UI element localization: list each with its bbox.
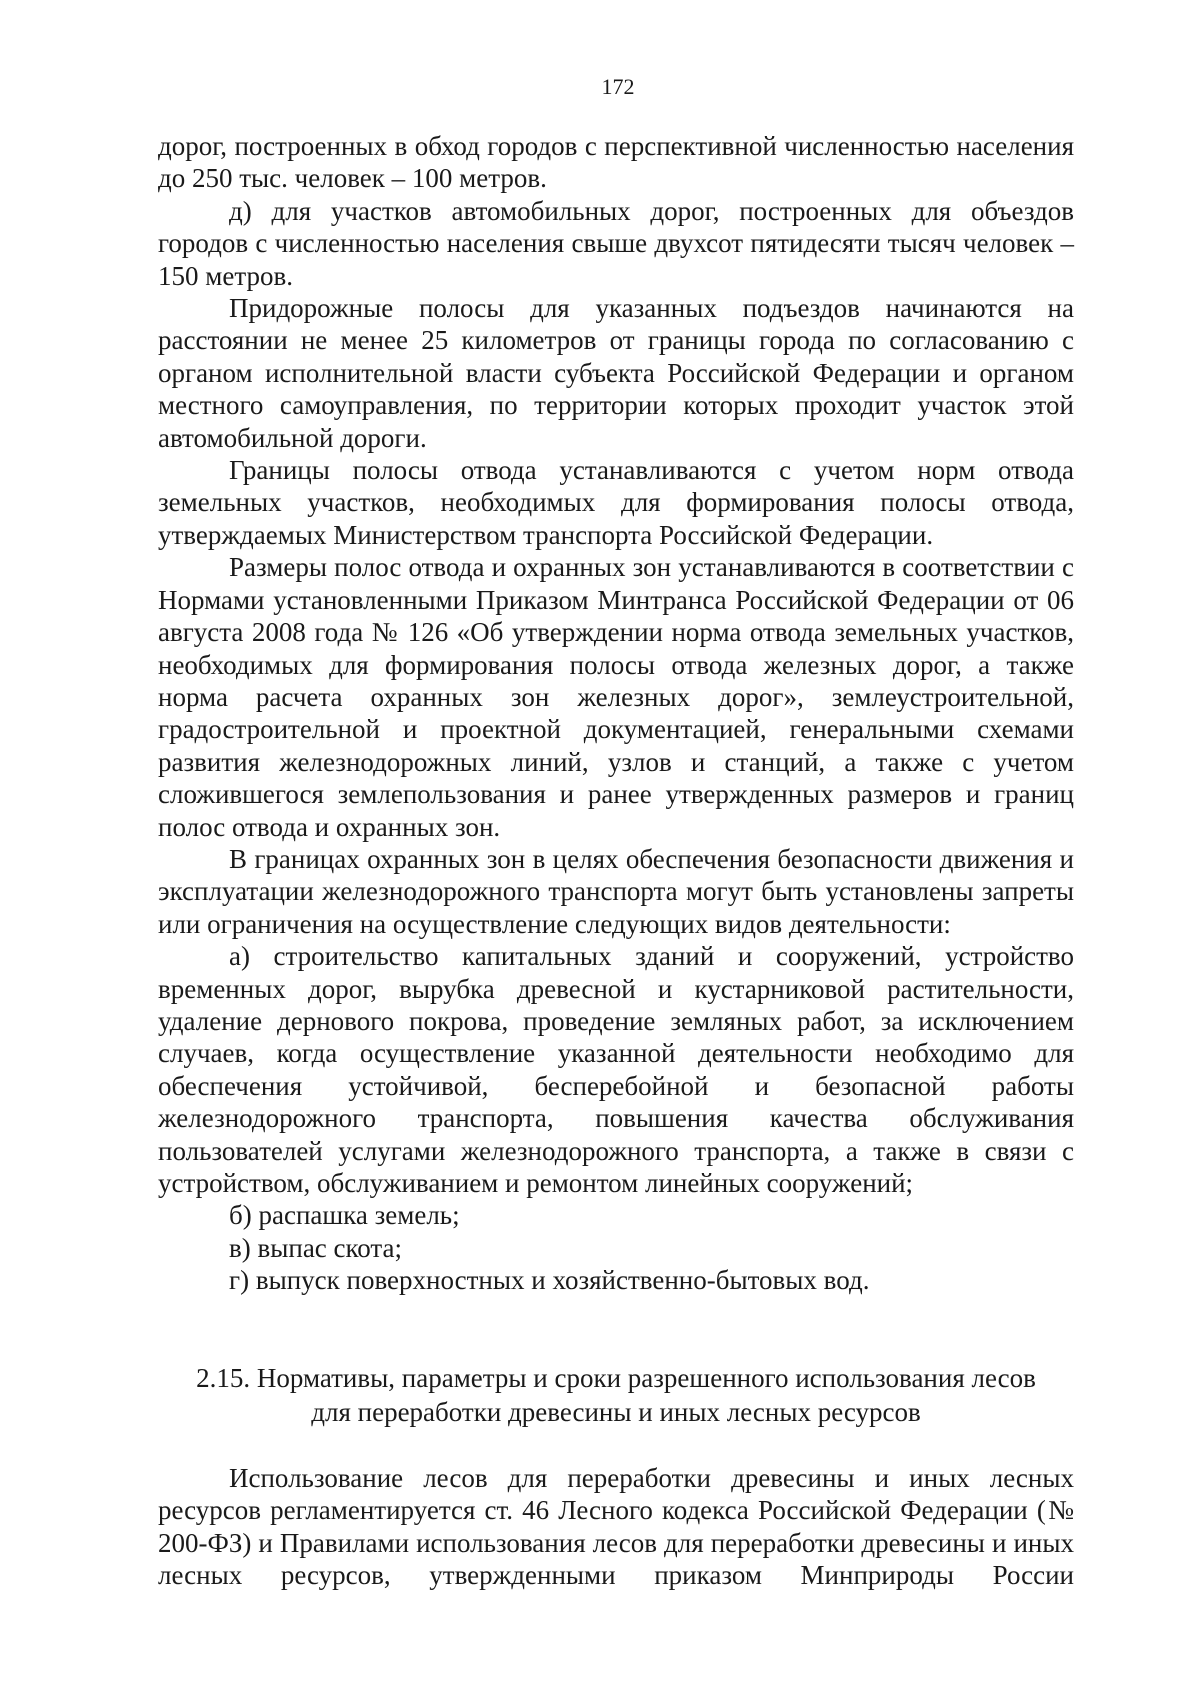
paragraph: Придорожные полосы для указанных подъездов начинаются на расстоянии не менее 25 километров от границы города по согласованию с органом исполнительной власти субъекта Российской Федерации и органом местного самоуправления, по территории которых проходит участок этой автомобильной дороги. (158, 293, 1074, 453)
list-item: г) выпуск поверхностных и хозяйственно-бытовых вод. (229, 1265, 870, 1296)
paragraph: дорог, построенных в обход городов с перспективной численностью населения до 250 тыс. человек – 100 метров. (158, 131, 1074, 194)
section-heading-line: для переработки древесины и иных лесных ресурсов (311, 1397, 921, 1427)
page-number: 172 (601, 74, 635, 99)
list-item: в) выпас скота; (229, 1232, 403, 1263)
section-heading-line: 2.15. Нормативы, параметры и сроки разрешенного использования лесов (196, 1363, 1036, 1393)
paragraph: Границы полосы отвода устанавливаются с учетом норм отвода земельных участков, необходимых для формирования полосы отвода, утверждаемых Министерством транспорта Российской Федерации. (158, 455, 1074, 550)
list-item: б) распашка земель; (229, 1200, 460, 1231)
section-heading (140, 1361, 1092, 1429)
body-text (158, 130, 1074, 1297)
paragraph: а) строительство капитальных зданий и сооружений, устройство временных дорог, вырубка древесной и кустарниковой растительности, удаление дернового покрова, проведение земляных работ, за исключением случаев, когда осуществление указанной деятельности необходимо для обеспечения устойчивой, бесперебойной и безопасной работы железнодорожного транспорта, повышения качества обслуживания пользователей услугами железнодорожного транспорта, а также в связи с устройством, обслуживанием и ремонтом линейных сооружений; (158, 941, 1074, 1198)
paragraph: Использование лесов для переработки древесины и иных лесных ресурсов регламентируется ст. 46 Лесного кодекса Российской Федерации (№ 200-ФЗ) и Правилами использования лесов для переработки древесины и иных лесных ресурсов, утвержденными приказом Минприроды России (158, 1463, 1074, 1591)
paragraph: Размеры полос отвода и охранных зон устанавливаются в соответствии с Нормами установленными Приказом Минтранса Российской Федерации от 06 августа 2008 года № 126 «Об утверждении норма отвода земельных участков, необходимых для формирования полосы отвода железных дорог, а также норма расчета охранных зон железных дорог», землеустроительной, градостроительной и проектной документацией, генеральными схемами развития железнодорожных линий, узлов и станций, а также с учетом сложившегося землепользования и ранее утвержденных размеров и границ полос отвода и охранных зон. (158, 552, 1074, 842)
paragraph: В границах охранных зон в целях обеспечения безопасности движения и эксплуатации железнодорожного транспорта могут быть установлены запреты или ограничения на осуществление следующих видов деятельности: (158, 843, 1074, 939)
closing-text (158, 1462, 1074, 1592)
paragraph: д) для участков автомобильных дорог, построенных для объездов городов с численностью населения свыше двухсот пятидесяти тысяч человек – 150 метров. (158, 195, 1074, 291)
